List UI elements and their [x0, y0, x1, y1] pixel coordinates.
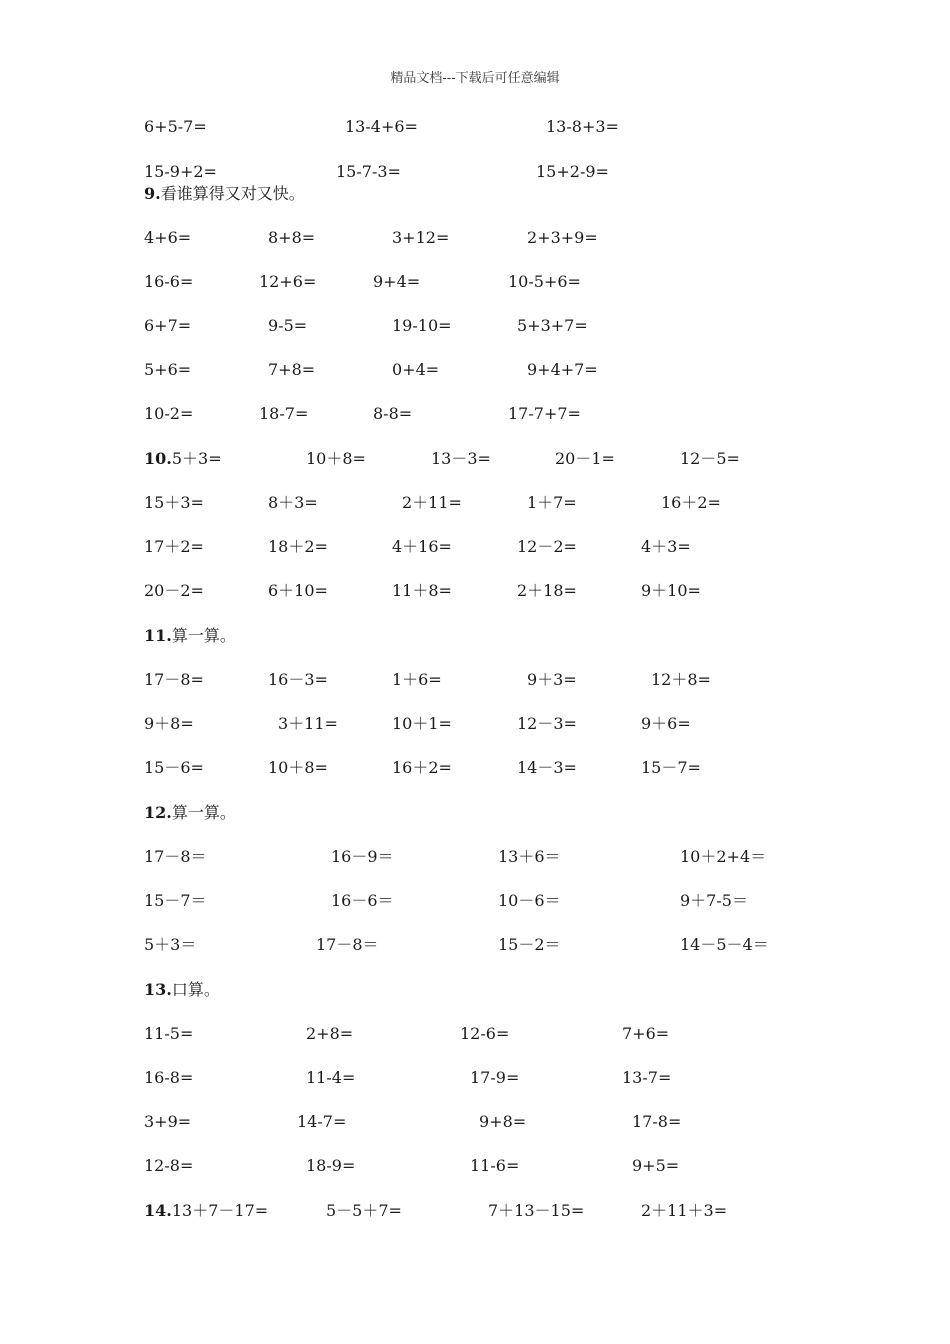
question-14-title	[0, 1199, 950, 1223]
problem: 9＋6=	[641, 714, 691, 733]
question-text: 算一算。	[171, 803, 236, 822]
problem: 16-8=	[144, 1068, 194, 1087]
problem: 5+6=	[144, 360, 192, 379]
problem: 17－8=	[144, 670, 204, 689]
problem: 13-8+3=	[546, 117, 619, 136]
problem: 13-4+6=	[345, 117, 418, 136]
problem: 20－2=	[144, 581, 204, 600]
problem: 7+8=	[268, 360, 316, 379]
problem: 11＋8=	[392, 581, 452, 600]
problem: 16－6＝	[331, 891, 394, 910]
problem: 16－3=	[268, 670, 328, 689]
problem: 10＋8=	[306, 449, 366, 468]
question-text: 算一算。	[171, 626, 236, 645]
problem	[144, 447, 222, 471]
problem: 15－7=	[641, 758, 701, 777]
problem: 17-9=	[470, 1068, 520, 1087]
problem: 6+7=	[144, 316, 192, 335]
problem-row	[0, 1066, 950, 1090]
problem: 9+5=	[632, 1156, 680, 1175]
problem: 13-7=	[622, 1068, 672, 1087]
problem: 3＋11=	[278, 714, 338, 733]
problem-row	[0, 270, 950, 294]
problem-row	[0, 712, 950, 736]
problem-text: 5＋3=	[171, 449, 222, 468]
problem: 12-8=	[144, 1156, 194, 1175]
problem: 15－2＝	[498, 935, 561, 954]
problem-row	[0, 358, 950, 382]
problem: 17－8＝	[316, 935, 379, 954]
problem: 8-8=	[373, 404, 413, 423]
problem: 12－5=	[680, 449, 740, 468]
problem: 9＋10=	[641, 581, 701, 600]
problem: 9+4=	[373, 272, 421, 291]
problem: 15＋3=	[144, 493, 204, 512]
problem: 5+3+7=	[517, 316, 588, 335]
question-number: 13.	[144, 980, 172, 999]
problem: 15－6=	[144, 758, 204, 777]
problem: 12－2=	[517, 537, 577, 556]
problem-row	[0, 314, 950, 338]
problem-row	[0, 160, 950, 184]
page-header: 精品文档---下载后可任意编辑	[390, 71, 560, 86]
problem: 15-9+2=	[144, 162, 217, 181]
problem-row	[0, 1022, 950, 1046]
problem: 12－3=	[517, 714, 577, 733]
problem-row	[0, 668, 950, 692]
problem-row	[0, 402, 950, 426]
problem: 16＋2=	[661, 493, 721, 512]
problem: 4＋3=	[641, 537, 691, 556]
problem: 15+2-9=	[536, 162, 609, 181]
problem: 2＋11＋3=	[641, 1201, 728, 1220]
question-number: 9.	[144, 184, 161, 203]
problem: 18-9=	[306, 1156, 356, 1175]
problem: 9+8=	[479, 1112, 527, 1131]
problem: 2＋11=	[402, 493, 462, 512]
problem: 16－9＝	[331, 847, 394, 866]
problem: 3+9=	[144, 1112, 192, 1131]
problem: 4＋16=	[392, 537, 452, 556]
problem	[144, 1199, 268, 1223]
problem: 14-7=	[297, 1112, 347, 1131]
problem: 1＋6=	[392, 670, 442, 689]
problem-row	[0, 1110, 950, 1134]
problem: 11-4=	[306, 1068, 356, 1087]
problem: 9＋3=	[527, 670, 577, 689]
problem: 8+8=	[268, 228, 316, 247]
problem-row	[0, 535, 950, 559]
problem: 10＋1=	[392, 714, 452, 733]
problem-row	[0, 889, 950, 913]
problem-row	[0, 491, 950, 515]
question-text: 看谁算得又对又快。	[160, 184, 305, 203]
problem: 4+6=	[144, 228, 192, 247]
problem: 8＋3=	[268, 493, 318, 512]
problem: 20－1=	[555, 449, 615, 468]
question-number: 10.	[144, 449, 172, 468]
problem: 17-7+7=	[508, 404, 581, 423]
problem: 15－7＝	[144, 891, 207, 910]
problem: 17-8=	[632, 1112, 682, 1131]
problem: 15-7-3=	[336, 162, 401, 181]
problem: 5－5＋7=	[326, 1201, 402, 1220]
problem: 13－3=	[431, 449, 491, 468]
problem: 2＋18=	[517, 581, 577, 600]
problem: 7+6=	[622, 1024, 670, 1043]
problem: 10＋2+4＝	[680, 847, 767, 866]
problem: 18＋2=	[268, 537, 328, 556]
problem: 1＋7=	[527, 493, 577, 512]
problem: 16-6=	[144, 272, 194, 291]
problem: 6+5-7=	[144, 117, 207, 136]
problem-text: 13＋7－17=	[171, 1201, 269, 1220]
problem-row	[0, 1154, 950, 1178]
question-10-title	[0, 447, 950, 471]
problem: 10＋8=	[268, 758, 328, 777]
problem: 17＋2=	[144, 537, 204, 556]
problem: 12＋8=	[651, 670, 711, 689]
question-9-title	[144, 182, 305, 206]
question-number: 14.	[144, 1201, 172, 1220]
problem-row	[0, 933, 950, 957]
problem: 12-6=	[460, 1024, 510, 1043]
problem: 18-7=	[259, 404, 309, 423]
problem: 9＋8=	[144, 714, 194, 733]
problem: 10-5+6=	[508, 272, 581, 291]
problem: 17－8＝	[144, 847, 207, 866]
question-13-title	[144, 978, 220, 1002]
problem: 2+8=	[306, 1024, 354, 1043]
problem: 10－6＝	[498, 891, 561, 910]
problem-row	[0, 756, 950, 780]
problem-row	[0, 226, 950, 250]
question-11-title	[144, 624, 236, 648]
question-number: 12.	[144, 803, 172, 822]
problem: 2+3+9=	[527, 228, 598, 247]
problem: 5＋3＝	[144, 935, 197, 954]
problem-row	[0, 115, 950, 139]
problem: 0+4=	[392, 360, 440, 379]
problem: 7＋13－15=	[488, 1201, 585, 1220]
problem: 13＋6＝	[498, 847, 561, 866]
problem: 14－3=	[517, 758, 577, 777]
question-number: 11.	[144, 626, 172, 645]
problem: 10-2=	[144, 404, 194, 423]
problem-row	[0, 845, 950, 869]
question-12-title	[144, 801, 236, 825]
problem-row	[0, 579, 950, 603]
problem: 16＋2=	[392, 758, 452, 777]
problem: 9＋7-5＝	[680, 891, 748, 910]
problem: 14－5－4＝	[680, 935, 769, 954]
problem: 9+4+7=	[527, 360, 598, 379]
problem: 6＋10=	[268, 581, 328, 600]
problem: 11-5=	[144, 1024, 194, 1043]
question-text: 口算。	[171, 980, 220, 999]
problem: 12+6=	[259, 272, 317, 291]
problem: 11-6=	[470, 1156, 520, 1175]
problem: 9-5=	[268, 316, 308, 335]
problem: 3+12=	[392, 228, 450, 247]
problem: 19-10=	[392, 316, 452, 335]
